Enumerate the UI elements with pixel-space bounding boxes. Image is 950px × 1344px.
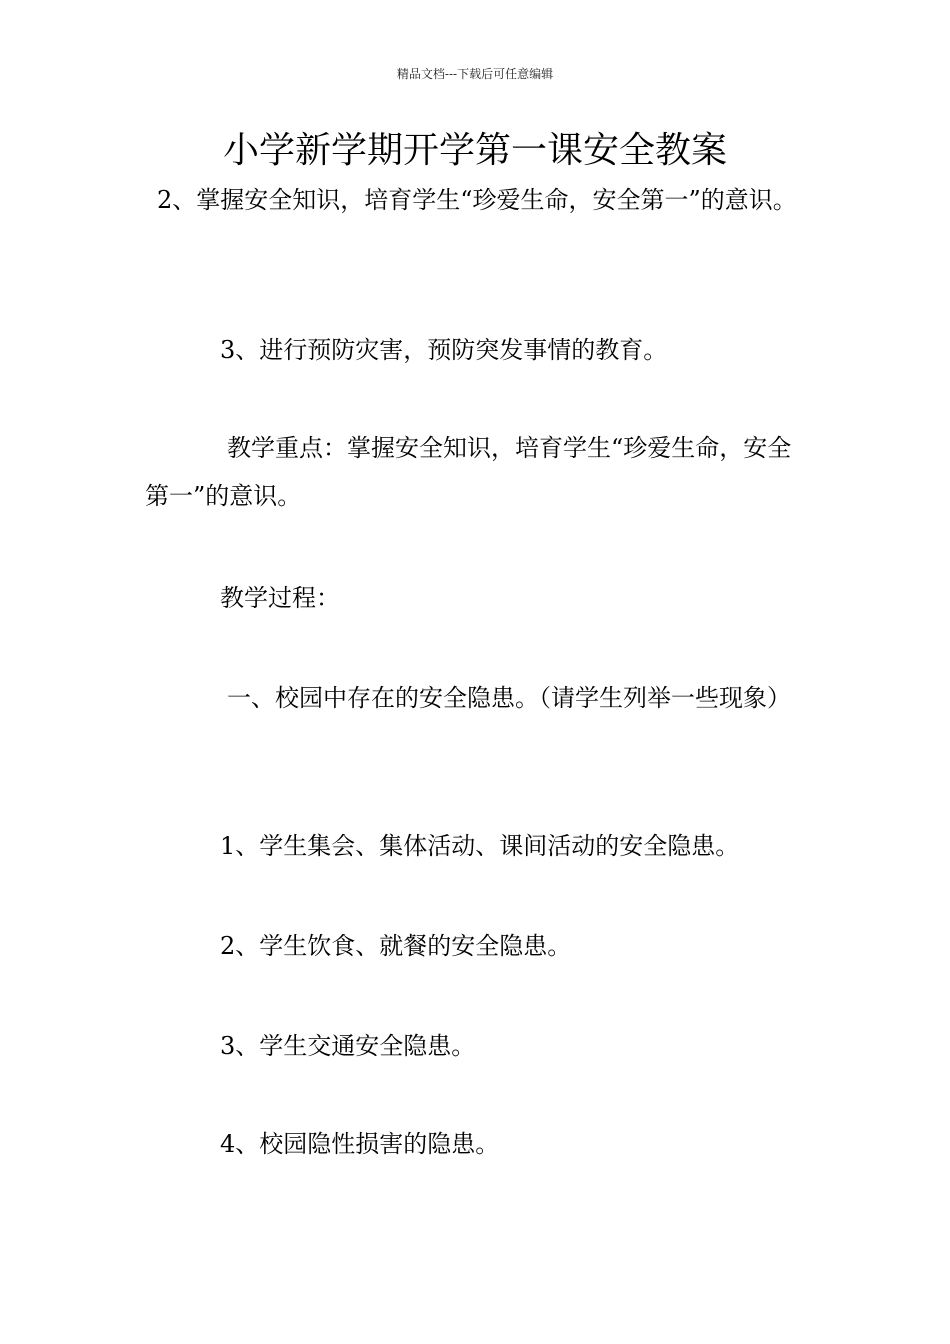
paragraph-objective-2: 2、掌握安全知识，培育学生“珍爱生命，安全第一”的意识。 <box>157 186 797 214</box>
paragraph-hazard-3: 3、学生交通安全隐患。 <box>220 1032 476 1060</box>
paragraph-objective-3: 3、进行预防灾害，预防突发事情的教育。 <box>220 336 668 364</box>
document-title: 小学新学期开学第一课安全教案 <box>222 130 727 171</box>
paragraph-section-one: 一、校园中存在的安全隐患。（请学生列举一些现象） <box>227 684 791 712</box>
paragraph-teaching-focus: 教学重点：掌握安全知识，培育学生“珍爱生命，安全第一”的意识。 <box>145 434 792 510</box>
paragraph-hazard-1: 1、学生集会、集体活动、课间活动的安全隐患。 <box>220 832 740 860</box>
header-note: 精品文档---下载后可任意编辑 <box>396 67 554 81</box>
paragraph-hazard-4: 4、校园隐性损害的隐患。 <box>220 1130 500 1158</box>
paragraph-teaching-process: 教学过程： <box>220 584 340 612</box>
paragraph-hazard-2: 2、学生饮食、就餐的安全隐患。 <box>220 932 572 960</box>
